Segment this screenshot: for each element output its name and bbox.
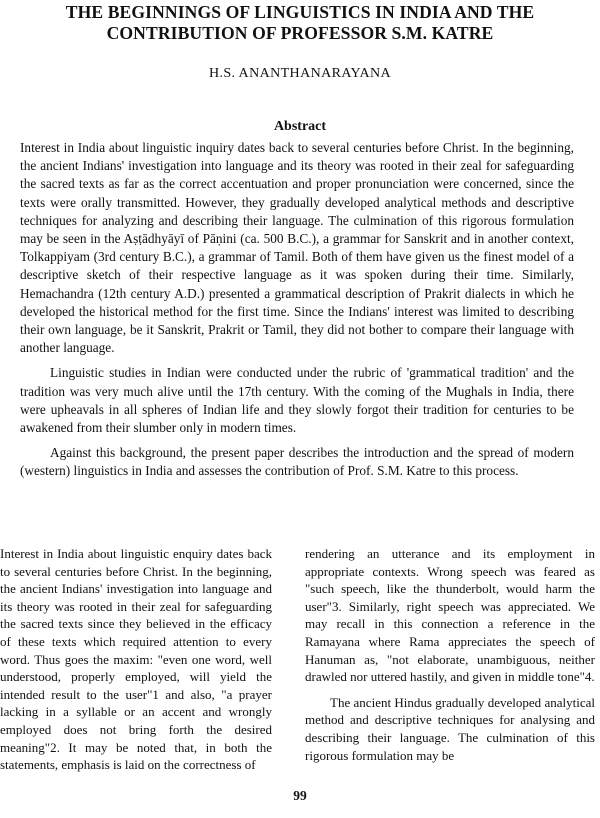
page-number: 99 xyxy=(293,788,307,803)
body-paragraph: rendering an utterance and its employment in appropriate contexts. Wrong speech was feared as "such speech, like the thunderbolt, would harm the user"3. Similarly, right speech was appreciated. We may recall in this connection a reference in the Ramayana where Rama appreciates the speech of Hanuman as, "not elaborate, unambiguous, neither drawled nor uttered hastily, and given in middle tone"4. xyxy=(305,546,595,685)
body-paragraph: Interest in India about linguistic enquiry dates back to several centuries before Christ. In the beginning, the ancient Indians' investigation into language and its theory was rooted in their zeal for safeguarding the sacred texts since they believed in the efficacy of these texts which required attention to every word. Thus goes the maxim: "even one word, well understood, properly employed, will yield the intended result to the user"1 and also, "a prayer lacking in a syllable or an accent and wrongly employed does not bring forth the desired meaning"2. It may be noted that, in both the statements, emphasis is laid on the correctness of xyxy=(0,546,272,773)
abstract-paragraph: Interest in India about linguistic inquiry dates back to several centuries before Christ. In the beginning, the ancient Indians' investigation into language and its theory was rooted in their zeal for safeguarding the sacred texts as far as the correct accentuation and proper pronunciation were concerned, since the texts were orally transmitted. However, they gradually developed analytical methods and descriptive techniques for analyzing and describing their language. The culmination of this rigorous formulation may be seen in the Aṣṭādhyāyī of Pāṇini (ca. 500 B.C.), a grammar for Sanskrit and in another context, Tolkappiyam (3rd century B.C.), a grammar of Tamil. Both of them have given us the finest model of a descriptive sketch of their respective language as it was spoken during their time. Similarly, Hemachandra (12th century A.D.) presented a grammatical description of Prakrit dialects in which he developed the historical method for the first time. Since the Indians' interest was limited to describing their own language, be it Sanskrit, Prakrit or Tamil, they did not bother to compare their language with another language. xyxy=(20,140,574,356)
abstract-paragraph: Linguistic studies in Indian were conducted under the rubric of 'grammatical tradition' and the tradition was very much alive until the 17th century. With the coming of the Mughals in India, there were upheavals in all spheres of Indian life and they slowly forgot their tradition for centuries to be awakened from their slumber only in modern times. xyxy=(20,365,574,436)
body-paragraph: The ancient Hindus gradually developed analytical method and descriptive techniques for analysing and describing their language. The culmination of this rigorous formulation may be xyxy=(305,694,595,763)
author-name: H.S. ANANTHANARAYANA xyxy=(208,66,392,81)
abstract-heading: Abstract xyxy=(273,119,327,134)
article-title: THE BEGINNINGS OF LINGUISTICS IN INDIA AND THE CONTRIBUTION OF PROFESSOR S.M. KATRE xyxy=(65,2,535,43)
abstract-block xyxy=(20,139,574,488)
abstract-paragraph: Against this background, the present paper describes the introduction and the spread of modern (western) linguistics in India and assesses the contribution of Prof. S.M. Katre to this process. xyxy=(20,445,574,479)
body-column-left xyxy=(0,545,272,782)
body-column-right xyxy=(305,545,595,772)
